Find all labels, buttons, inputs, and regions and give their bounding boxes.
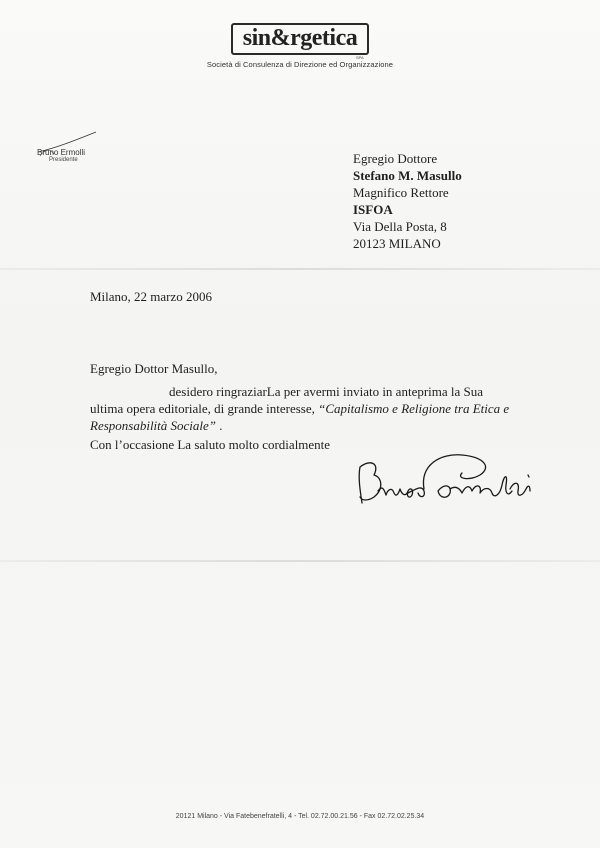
company-logo — [231, 23, 369, 55]
body-line — [90, 400, 510, 417]
closing-line: Con l’occasione La saluto molto cordialmente — [90, 437, 331, 452]
company-description: Società di Consulenza di Direzione ed Organizzazione — [206, 60, 394, 69]
handwritten-signature — [352, 445, 572, 520]
book-title-continued: Responsabilità Sociale” — [90, 418, 217, 433]
recipient-title: Egregio Dottore — [353, 151, 438, 166]
body-text: . — [216, 418, 223, 433]
letter-date: Milano, 22 marzo 2006 — [90, 289, 213, 304]
paper-fold-line — [0, 268, 600, 270]
body-line — [90, 417, 510, 434]
body-text: ultima opera editoriale, di grande interesse, — [90, 401, 319, 416]
sender-role: Presidente — [49, 157, 78, 163]
recipient-organization: ISFOA — [353, 202, 393, 217]
logo-suffix: SPA — [356, 55, 364, 60]
recipient-address — [353, 150, 462, 252]
logo-text: sin&rgetica — [242, 25, 358, 51]
recipient-street: Via Della Posta, 8 — [353, 219, 447, 234]
recipient-city: 20123 MILANO — [353, 236, 441, 251]
letter-body — [90, 383, 510, 434]
salutation: Egregio Dottor Masullo, — [90, 361, 218, 376]
book-title: “Capitalismo e Religione tra Etica e — [318, 401, 510, 416]
recipient-role: Magnifico Rettore — [353, 185, 449, 200]
body-line: desidero ringraziarLa per avermi inviato in anteprima la Sua — [169, 384, 484, 399]
recipient-name: Stefano M. Masullo — [353, 168, 462, 183]
sender-name: Bruno Ermolli — [37, 148, 86, 157]
letterhead-footer: 20121 Milano - Via Fatebenefratelli, 4 - Tel. 02.72.00.21.56 - Fax 02.72.02.25.34 — [175, 813, 425, 820]
paper-fold-line — [0, 560, 600, 562]
